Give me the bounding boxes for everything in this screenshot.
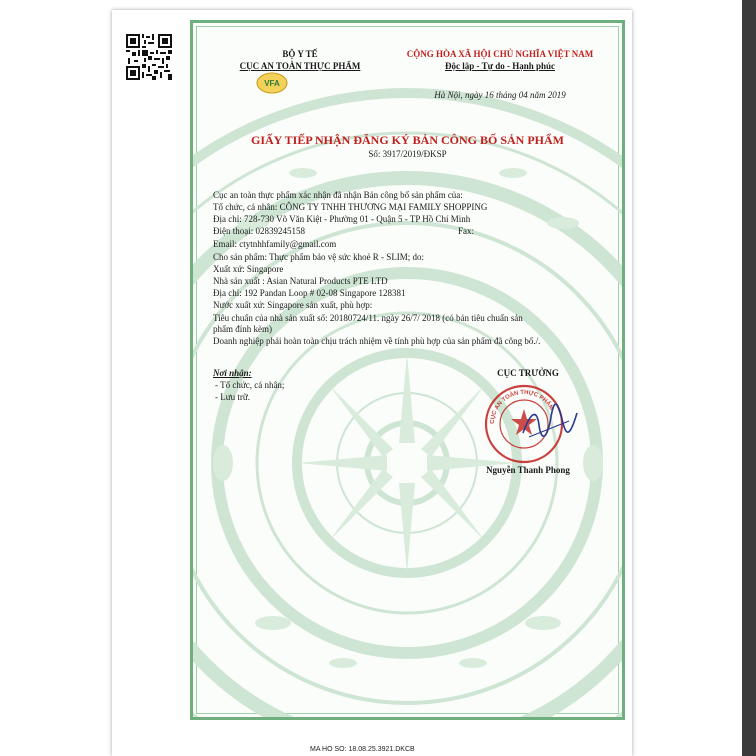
responsibility-statement: Doanh nghiệp phải hoàn toàn chịu trách nhiệm về tính phù hợp của sản phẩm đã công bố./. [213, 336, 541, 346]
document-title: GIẤY TIẾP NHẬN ĐĂNG KÝ BẢN CÔNG BỐ SẢN PHẨM [250, 133, 565, 147]
recipient-item: - Tổ chức, cá nhân; [215, 380, 285, 390]
intro-text: Cục an toàn thực phẩm xác nhận đã nhận Bản công bố sản phẩm của: [213, 190, 463, 200]
standard-line-1: Tiêu chuẩn của nhà sản xuất số: 20180724/11. ngày 26/7/ 2018 (có bản tiêu chuẩn sản [213, 313, 523, 323]
country-name: CỘNG HÒA XÃ HỘI CHỦ NGHĨA VIỆT NAM [406, 49, 594, 59]
phone: Điện thoại: 02839245158 [213, 226, 305, 236]
signer-name: Nguyễn Thanh Phong [486, 465, 570, 475]
document-page [112, 10, 632, 756]
vfa-logo [255, 71, 289, 95]
origin: Xuất xứ: Singapore [213, 264, 284, 274]
stamp-text: CỤC AN TOÀN THỰC PHẨM [489, 389, 555, 425]
issue-date: Hà Nội, ngày 16 tháng 04 năm 2019 [434, 90, 566, 100]
fax: Fax: [458, 226, 475, 236]
recipient-item: - Lưu trữ. [215, 392, 250, 402]
manufacturer: Nhà sản xuất : Asian Natural Products PTE LTD [213, 276, 388, 286]
dossier-code: MA HO SO: 18.08.25.3921.DKCB [310, 746, 415, 753]
document-number: Số: 3917/2019/ĐKSP [368, 149, 447, 159]
email: Email: ctytnhhfamily@gmail.com [213, 239, 337, 249]
ministry-name: BỘ Y TẾ [282, 49, 318, 59]
handwritten-signature [519, 403, 579, 445]
agency-name: CỤC AN TOÀN THỰC PHẨM [239, 61, 361, 71]
organization-address: Địa chỉ: 728-730 Võ Văn Kiệt - Phường 01 - Quận 5 - TP Hồ Chí Minh [213, 214, 471, 224]
organization: Tổ chức, cá nhân: CÔNG TY TNHH THƯƠNG MẠI FAMILY SHOPPING [213, 202, 488, 212]
vfa-logo-text: VFA [264, 79, 280, 88]
qr-code [126, 34, 172, 80]
recipients-heading: Nơi nhận: [213, 368, 252, 378]
product: Cho sản phẩm: Thực phẩm bảo vệ sức khoẻ R - SLIM; do: [213, 252, 425, 262]
standard-line-2: phẩm đính kèm) [213, 324, 272, 334]
signer-role: CỤC TRƯỞNG [497, 368, 559, 378]
export-country: Nước xuất xứ: Singapore sản xuất, phù hợp: [213, 300, 373, 310]
manufacturer-address: Địa chỉ: 192 Pandan Loop # 02-08 Singapore 128381 [213, 288, 406, 298]
motto: Độc lập - Tự do - Hạnh phúc [444, 61, 555, 71]
certificate-frame [190, 20, 625, 720]
viewer-scrollbar[interactable] [742, 0, 756, 756]
